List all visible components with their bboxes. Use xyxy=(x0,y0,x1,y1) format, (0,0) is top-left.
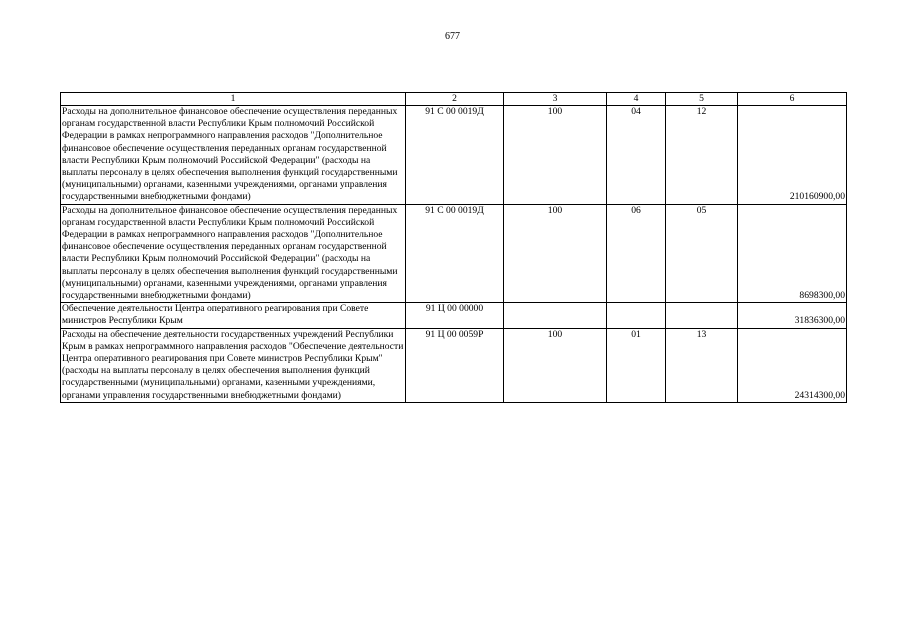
row-amount: 24314300,00 xyxy=(738,328,847,402)
row-amount: 8698300,00 xyxy=(738,204,847,303)
table-row xyxy=(61,328,847,402)
row-col4: 06 xyxy=(607,204,666,303)
row-col4 xyxy=(607,303,666,328)
row-description: Расходы на дополнительное финансовое обеспечение осуществления переданных органам государственной власти Республики Крым полномочий Российской Федерации в рамках непрограммного направления расходов "Дополнительное финансовое обеспечение осуществления переданных органам государственной власти Республики Крым полномочий Российской Федерации" (расходы на выплаты персоналу в целях обеспечения выполнения функций государственными (муниципальными) органами, казенными учреждениями, органами управления государственными внебюджетными фондами) xyxy=(61,204,406,303)
row-amount: 31836300,00 xyxy=(738,303,847,328)
table-header-row xyxy=(61,93,847,106)
row-col5: 05 xyxy=(666,204,738,303)
header-col-4: 4 xyxy=(607,93,666,106)
row-code: 91 С 00 0019Д xyxy=(406,204,504,303)
row-col3: 100 xyxy=(504,328,607,402)
header-col-5: 5 xyxy=(666,93,738,106)
row-col3: 100 xyxy=(504,106,607,205)
budget-table xyxy=(60,92,847,403)
row-description: Расходы на дополнительное финансовое обеспечение осуществления переданных органам государственной власти Республики Крым полномочий Российской Федерации в рамках непрограммного направления расходов "Дополнительное финансовое обеспечение осуществления переданных органам государственной власти Республики Крым полномочий Российской Федерации" (расходы на выплаты персоналу в целях обеспечения выполнения функций государственными (муниципальными) органами, казенными учреждениями, органами управления государственными внебюджетными фондами) xyxy=(61,106,406,205)
row-amount: 210160900,00 xyxy=(738,106,847,205)
row-description: Расходы на обеспечение деятельности государственных учреждений Республики Крым в рамках непрограммного направления расходов "Обеспечение деятельности Центра оперативного реагирования при Совете министров Республики Крым" (расходы на выплаты персоналу в целях обеспечения выполнения функций государственными (муниципальными) органами, казенными учреждениями, органами управления государственными внебюджетными фондами) xyxy=(61,328,406,402)
table-row xyxy=(61,106,847,205)
row-code: 91 С 00 0019Д xyxy=(406,106,504,205)
row-code: 91 Ц 00 0059Р xyxy=(406,328,504,402)
row-col5 xyxy=(666,303,738,328)
row-col4: 01 xyxy=(607,328,666,402)
row-col3 xyxy=(504,303,607,328)
table-row xyxy=(61,303,847,328)
row-col4: 04 xyxy=(607,106,666,205)
row-col5: 13 xyxy=(666,328,738,402)
row-col3: 100 xyxy=(504,204,607,303)
row-description: Обеспечение деятельности Центра оперативного реагирования при Совете министров Республики Крым xyxy=(61,303,406,328)
header-col-1: 1 xyxy=(61,93,406,106)
table-row xyxy=(61,204,847,303)
page-number: 677 xyxy=(445,31,460,42)
row-col5: 12 xyxy=(666,106,738,205)
header-col-3: 3 xyxy=(504,93,607,106)
row-code: 91 Ц 00 00000 xyxy=(406,303,504,328)
header-col-6: 6 xyxy=(738,93,847,106)
header-col-2: 2 xyxy=(406,93,504,106)
